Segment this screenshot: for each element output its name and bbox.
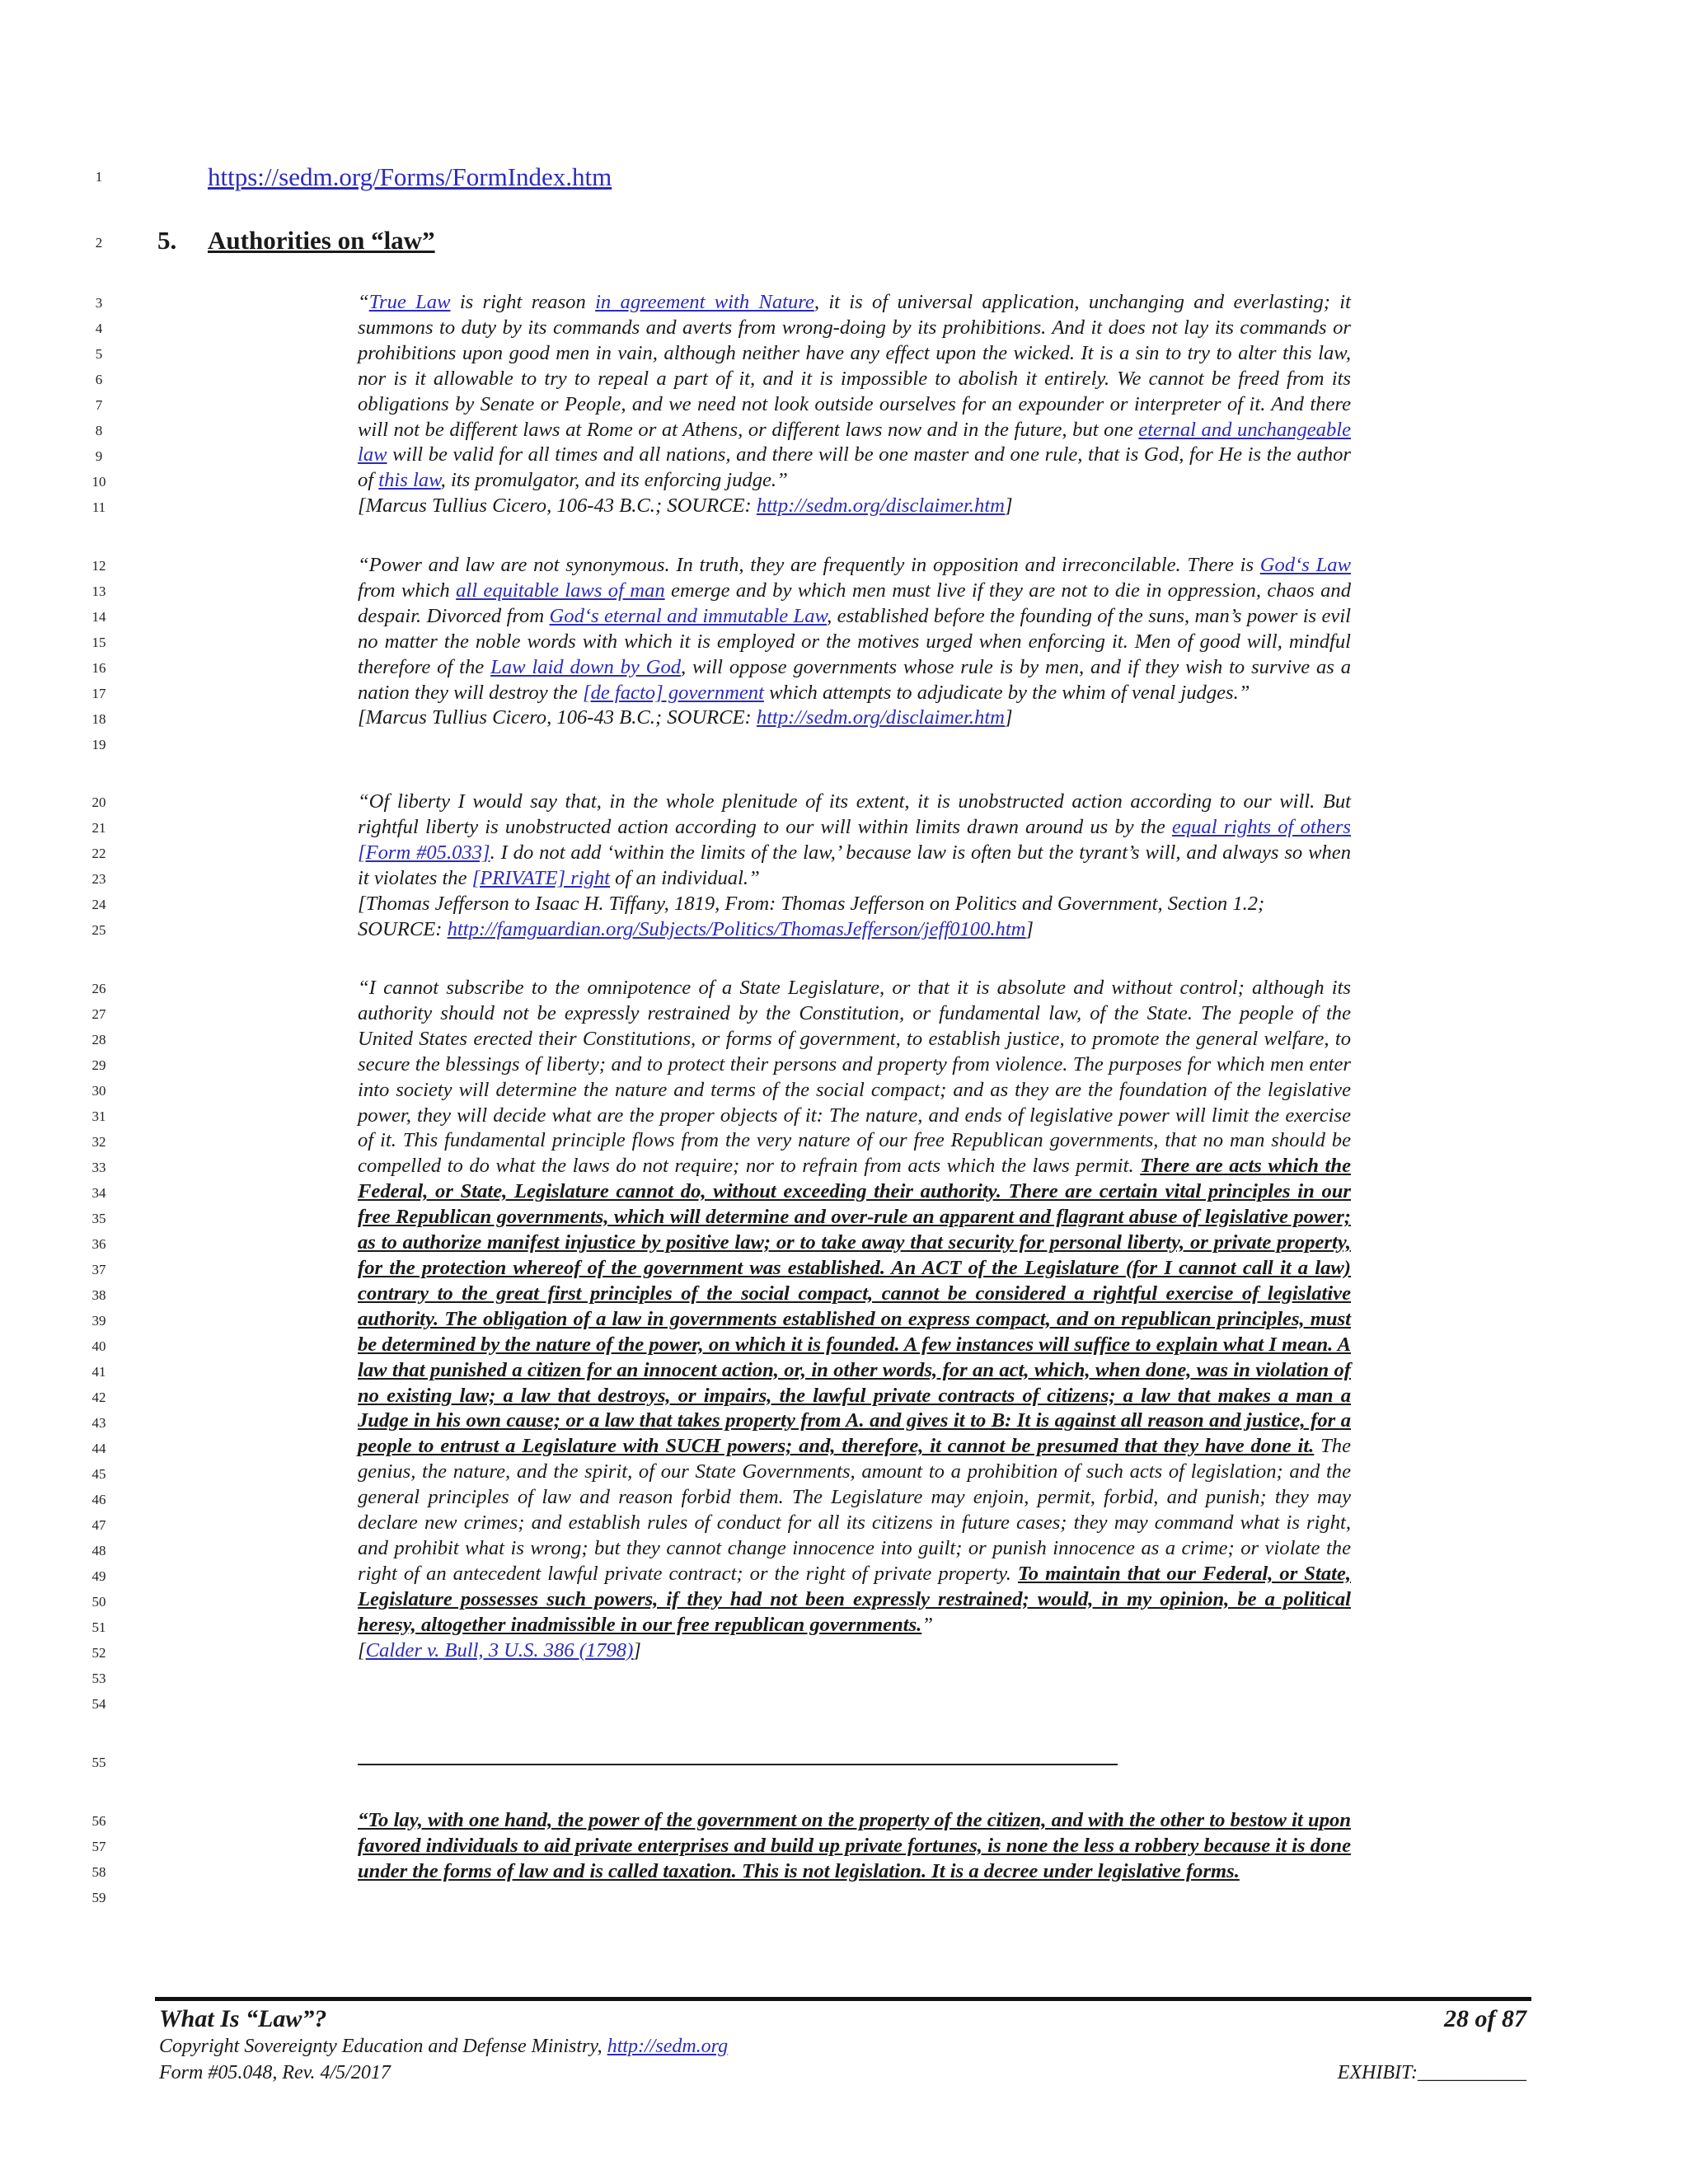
source-citation: [Marcus Tullius Cicero, 106-43 B.C.; SOURCE: (358, 706, 757, 729)
line-number: 55 (91, 1755, 106, 1770)
line-number: 48 (91, 1543, 106, 1558)
line-number: 17 (91, 686, 106, 701)
line-number: 59 (91, 1890, 106, 1905)
line-number: 56 (91, 1813, 106, 1829)
line-number: 43 (91, 1415, 106, 1431)
line-number: 44 (91, 1441, 106, 1456)
line-number: 31 (91, 1108, 106, 1124)
line-number: 3 (95, 295, 103, 311)
footer-page-number: 28 of 87 (1444, 2005, 1526, 2032)
this-law-link[interactable]: this law (378, 469, 441, 492)
footer-form-number: Form #05.048, Rev. 4/5/2017 (159, 2062, 391, 2083)
source-citation: [Thomas Jefferson to Isaac H. Tiffany, 1819, From: Thomas Jefferson on Politics and Government, Section 1.2; SOURCE: (358, 892, 1265, 940)
section-number: 5. (157, 226, 177, 255)
quote-text: “I cannot subscribe to the omnipotence of a State Legislature, or that it is absolute and without control; although its authority should not be expressly restrained by the Constitution, or fundamental law, of the State. The people of the United States erected their Constitutions, or forms of government, to establish justice, to promote the general welfare, to secure the blessings of liberty; and to protect their persons and property from violence. The purposes for which men enter into society will determine the nature and terms of the social compact; and as they are the foundation of the legislative power, they will decide what are the proper objects of it: The nature, and ends of legislative power will limit the exercise of it. This fundamental principle flows from the very nature of our free Republican governments, that no man should be compelled to do what the laws do not require; nor to refrain from acts which the laws permit. (358, 977, 1351, 1178)
quote-text: “Of liberty I would say that, in the whole plenitude of its extent, it is unobstructed action according to our will. But rightful liberty is unobstructed action according to our will within limits drawn around us by the (358, 790, 1351, 838)
line-number: 33 (91, 1160, 106, 1175)
separator-rule (358, 1764, 1118, 1765)
line-number: 53 (91, 1671, 106, 1686)
line-number: 42 (91, 1390, 106, 1405)
line-number: 30 (91, 1083, 106, 1099)
line-number: 49 (91, 1568, 106, 1584)
line-number: 23 (91, 871, 106, 887)
source-citation: ] (1025, 917, 1034, 940)
line-number: 21 (91, 820, 106, 836)
source-citation: ] (633, 1638, 641, 1661)
line-number: 4 (95, 321, 103, 336)
quote-taxation (358, 1808, 1351, 1885)
source-citation: ] (1004, 494, 1013, 518)
quote-text: , its promulgator, and its enforcing judge.” (440, 469, 788, 492)
footer-copyright-text: Copyright Sovereignty Education and Defense Ministry, (159, 2036, 607, 2057)
line-number: 1 (95, 169, 103, 185)
line-number: 7 (95, 397, 103, 413)
line-number: 24 (91, 897, 106, 912)
gods-law-link[interactable]: God‘s Law (1259, 554, 1351, 576)
line-number: 54 (91, 1696, 106, 1712)
line-number: 8 (95, 423, 103, 438)
quote-text: from which (358, 579, 457, 602)
famguardian-link[interactable]: http://famguardian.org/Subjects/Politics/ThomasJefferson/jeff0100.htm (447, 917, 1026, 940)
eternal-unchangeable-law-link[interactable]: eternal and unchangeable law (358, 418, 1351, 466)
quote-text: , established before the founding of the suns, man’s power is evil no matter the noble words with which it is employed or the motives urged when enforcing it. Men of good will, mindful therefore of the (358, 604, 1351, 678)
line-number: 9 (95, 448, 103, 464)
quote-text: The genius, the nature, and the spirit, of our State Governments, amount to a prohibition of such acts of legislation; and the general principles of law and reason forbid them. The Legislature may enjoin, permit, forbid, and punish; they may declare new crimes; and establish rules of conduct for all its citizens in future cases; they may command what is right, and prohibit what is wrong; but they cannot change innocence into guilt; or punish innocence as a crime; or violate the right of an antecedent lawful private contract; or the right of private property. (358, 1435, 1351, 1585)
source-citation: ] (1004, 706, 1013, 729)
line-number: 28 (91, 1032, 106, 1047)
quote-text: which attempts to adjudicate by the whim of venal judges.” (763, 681, 1250, 704)
source-citation: [ (358, 1638, 366, 1661)
quote-text: is right reason (450, 291, 596, 313)
quote-text: emerge and by which men must live if they are not to die in oppression, chaos and despair. Divorced from (358, 579, 1352, 627)
quote-text: “Power and law are not synonymous. In truth, they are frequently in opposition and irreconcilable. There is (358, 554, 1260, 576)
footer-document-title: What Is “Law”? (159, 2005, 327, 2032)
emphasized-text: There are acts which the Federal, or State, Legislature cannot do, without exceeding their authority. There are certain vital principles in our free Republican governments, which will determine and over-rule an apparent and flagrant abuse of legislative power; as to authorize manifest injustice by positive law; or to take away that security for personal liberty, or private property, for the protection whereof of the government was established. An ACT of the Legislature (for I cannot call it a law) contrary to the great first principles of the social compact, cannot be considered a rightful exercise of legislative authority. The obligation of a law in governments established on express compact, and on republican principles, must be determined by the nature of the power, on which it is founded. A few instances will suffice to explain what I mean. A law that punished a citizen for an innocent action, or, in other words, for an act, which, when done, was in violation of no existing law; a law that destroys, or impairs, the lawful private contracts of citizens; a law that makes a man a Judge in his own cause; or a law that takes property from A. and gives it to B: It is against all reason and justice, for a people to entrust a Legislature with SUCH powers; and, therefore, it cannot be presumed that they have done it. (358, 1155, 1351, 1458)
agreement-with-nature-link[interactable]: in agreement with Nature (595, 291, 814, 313)
line-number: 12 (91, 558, 106, 574)
quote-cicero-true-law (358, 290, 1351, 519)
quote-cicero-power-and-law (358, 553, 1351, 731)
private-right-link[interactable]: [PRIVATE] right (471, 866, 611, 889)
line-number: 19 (91, 737, 106, 752)
quote-text: , will oppose governments whose rule is by men, and if they wish to survive as a nation they will destroy the (358, 655, 1351, 704)
line-number: 37 (91, 1262, 106, 1277)
equitable-laws-link[interactable]: all equitable laws of man (456, 579, 665, 602)
line-number: 50 (91, 1594, 106, 1610)
de-facto-government-link[interactable]: [de facto] government (583, 681, 764, 704)
quote-text: ” (921, 1613, 934, 1636)
emphasized-text: “To lay, with one hand, the power of the government on the property of the citizen, and with the other to bestow it upon favored individuals to aid private enterprises and build up private fortunes, is none the less a robbery because it is done under the forms of law and is called taxation. This is not legislation. It is a decree under legislative forms. (358, 1809, 1351, 1882)
line-number: 18 (91, 711, 106, 727)
quote-text: will be valid for all times and all nations, and there will be one master and one rule, that is God, for He is the author of (358, 443, 1351, 492)
line-number: 27 (91, 1006, 106, 1022)
line-number: 45 (91, 1466, 106, 1482)
line-number: 29 (91, 1057, 106, 1073)
quote-jefferson-liberty (358, 790, 1351, 942)
line-number: 22 (91, 846, 106, 861)
line-number: 32 (91, 1134, 106, 1150)
source-citation: [Marcus Tullius Cicero, 106-43 B.C.; SOURCE: (358, 494, 757, 518)
line-number: 34 (91, 1185, 106, 1201)
line-number: 46 (91, 1492, 106, 1507)
line-number: 20 (91, 794, 106, 810)
quote-calder-v-bull (358, 976, 1351, 1663)
sedm-link[interactable]: http://sedm.org (607, 2036, 729, 2057)
line-number: 41 (91, 1364, 106, 1380)
quote-text: “ (358, 291, 369, 313)
quote-text: . I do not add ‘within the limits of the law,’ because law is often but the tyrant’s will, and always so when it violates the (358, 841, 1351, 889)
quote-text: , it is of universal application, unchanging and everlasting; it summons to duty by its commands and averts from wrong-doing by its prohibitions. And it does not lay its commands or prohibitions upon good men in vain, although neither have any effect upon the wicked. It is a sin to try to alter this law, nor is it allowable to try to repeal a part of it, and it is impossible to abolish it entirely. We cannot be freed from its obligations by Senate or People, and we need not look outside ourselves for an expounder or interpreter of it. And there will not be different laws at Rome or at Athens, or different laws now and in the future, but one (358, 291, 1351, 441)
line-number: 47 (91, 1517, 106, 1533)
line-number: 25 (91, 922, 106, 938)
form-index-link[interactable]: https://sedm.org/Forms/FormIndex.htm (208, 162, 612, 191)
line-number: 35 (91, 1211, 106, 1226)
line-number: 38 (91, 1287, 106, 1303)
footer-exhibit: EXHIBIT:___________ (1337, 2062, 1526, 2083)
line-number: 5 (95, 346, 103, 362)
line-number: 57 (91, 1839, 106, 1854)
emphasized-text: To maintain that our Federal, or State, Legislature possesses such powers, if they had not been expressly restrained; would, in my opinion, be a political heresy, altogether inadmissible in our free republican governments. (358, 1562, 1352, 1636)
section-heading: Authorities on “law” (208, 226, 435, 255)
line-number: 13 (91, 583, 106, 599)
quote-text: of an individual.” (610, 866, 760, 889)
line-number: 14 (91, 609, 106, 625)
line-number: 16 (91, 660, 106, 676)
line-number: 2 (95, 235, 103, 251)
equal-rights-link[interactable]: equal rights of others [Form #05.033] (358, 815, 1351, 864)
footer-rule (155, 1997, 1531, 2001)
line-number: 39 (91, 1313, 106, 1329)
line-number: 10 (91, 474, 106, 490)
gods-eternal-law-link[interactable]: God‘s eternal and immutable Law (549, 604, 828, 627)
line-number: 11 (91, 499, 106, 515)
line-number: 15 (91, 635, 106, 650)
footer-copyright (159, 2036, 728, 2058)
disclaimer-link[interactable]: http://sedm.org/disclaimer.htm (756, 706, 1005, 729)
line-number: 6 (95, 372, 103, 387)
line-number: 58 (91, 1864, 106, 1880)
true-law-link[interactable]: True Law (368, 291, 451, 313)
line-number: 26 (91, 981, 106, 996)
line-number: 40 (91, 1338, 106, 1354)
line-number: 52 (91, 1645, 106, 1661)
calder-v-bull-link[interactable]: Calder v. Bull, 3 U.S. 386 (1798) (365, 1638, 634, 1661)
line-number: 36 (91, 1236, 106, 1252)
disclaimer-link[interactable]: http://sedm.org/disclaimer.htm (756, 494, 1005, 518)
line-number: 51 (91, 1619, 106, 1635)
law-laid-down-by-god-link[interactable]: Law laid down by God (490, 655, 682, 678)
